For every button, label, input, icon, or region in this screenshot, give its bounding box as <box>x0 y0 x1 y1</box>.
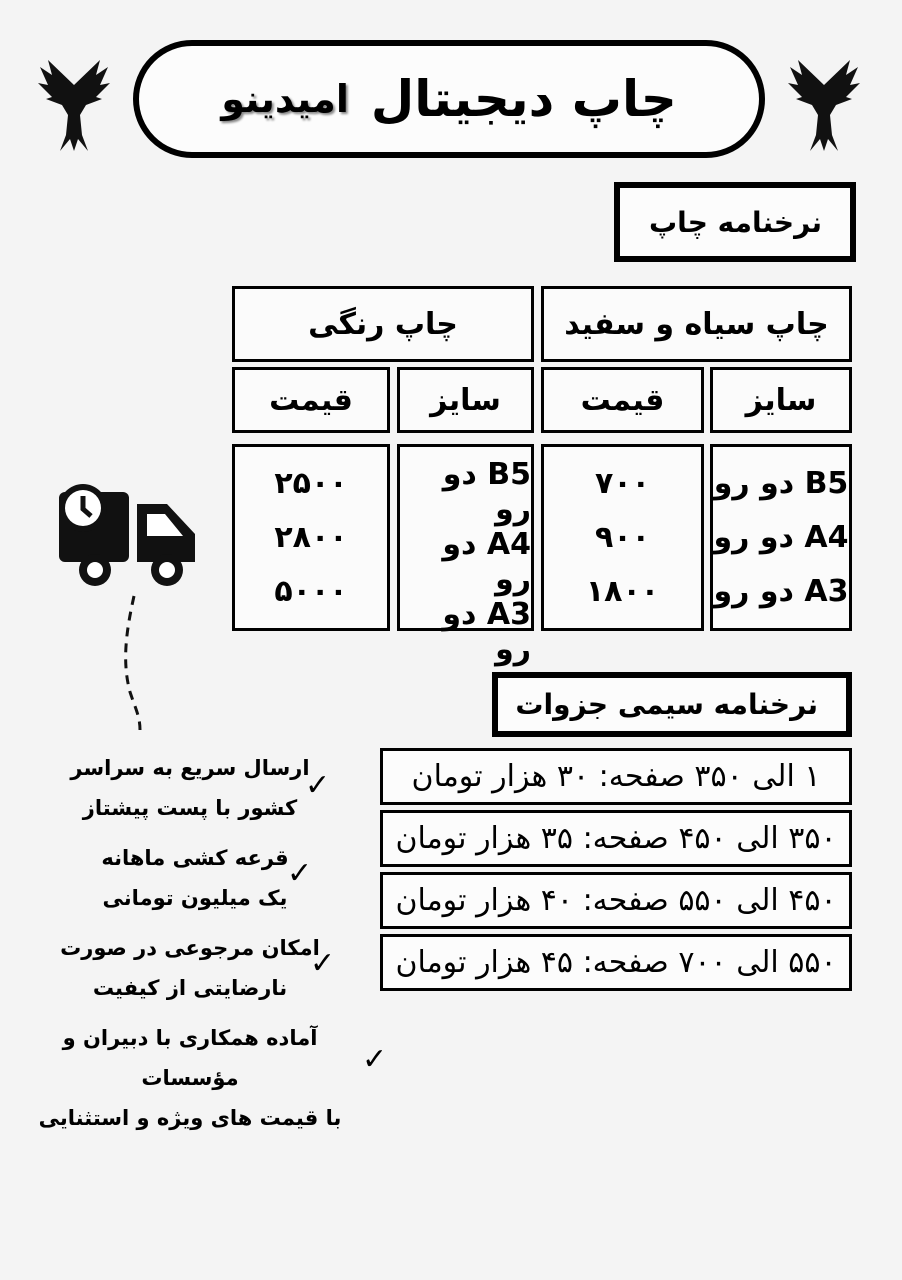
color-size-a4: A4 دو رو <box>442 527 531 597</box>
phoenix-icon-right <box>788 55 860 155</box>
bw-size-a4: A4 دو رو <box>713 519 849 555</box>
feature-line: امکان مرجوعی در صورت <box>60 936 320 960</box>
feature-line: قرعه کشی ماهانه <box>101 846 289 870</box>
title-banner <box>133 40 765 158</box>
feature-item <box>15 1018 365 1138</box>
checkmark-icon: ✓ <box>287 856 313 891</box>
print-price-heading <box>614 182 856 262</box>
brand-name: امیدینو <box>221 77 349 121</box>
bw-sizes-cell <box>710 444 852 631</box>
checkmark-icon: ✓ <box>305 768 331 803</box>
binding-price-heading <box>492 672 852 737</box>
dashed-path-line <box>118 592 148 732</box>
color-size-header: سایز <box>397 367 534 433</box>
color-sizes-cell <box>397 444 534 667</box>
checkmark-icon: ✓ <box>310 946 336 981</box>
feature-line: با قیمت های ویژه و استثنایی <box>38 1106 342 1130</box>
color-price-a3: ۵۰۰۰ <box>274 573 348 609</box>
feature-line: آماده همکاری با دبیران و مؤسسات <box>62 1026 318 1090</box>
color-size-a3: A3 دو رو <box>442 597 531 667</box>
feature-item <box>60 928 320 1008</box>
delivery-truck-clock-icon <box>55 482 200 592</box>
bw-size-a3: A3 دو رو <box>713 573 849 609</box>
bw-size-header: سایز <box>710 367 852 433</box>
color-price-header: قیمت <box>232 367 390 433</box>
color-price-a4: ۲۸۰۰ <box>274 519 348 555</box>
print-price-heading-text: نرخنامه چاپ <box>649 205 822 239</box>
color-size-b5: B5 دو رو <box>442 457 531 527</box>
feature-item <box>90 838 300 918</box>
bw-price-header: قیمت <box>541 367 704 433</box>
color-print-title: چاپ رنگی <box>232 286 534 362</box>
color-prices-cell <box>232 444 390 631</box>
binding-row: ۴۵۰ الی ۵۵۰ صفحه: ۴۰ هزار تومان <box>380 872 852 929</box>
feature-line: ارسال سریع به سراسر <box>70 756 310 780</box>
bw-price-a4: ۹۰۰ <box>595 519 650 555</box>
bw-price-a3: ۱۸۰۰ <box>585 573 660 609</box>
color-price-b5: ۲۵۰۰ <box>274 466 348 502</box>
checkmark-icon: ✓ <box>362 1042 388 1077</box>
feature-line: نارضایتی از کیفیت <box>92 976 288 1000</box>
phoenix-icon-left <box>38 55 110 155</box>
bw-prices-cell <box>541 444 704 631</box>
binding-price-heading-text: نرخنامه سیمی جزوات <box>515 688 818 721</box>
feature-item <box>70 748 310 828</box>
binding-row: ۵۵۰ الی ۷۰۰ صفحه: ۴۵ هزار تومان <box>380 934 852 991</box>
binding-row: ۳۵۰ الی ۴۵۰ صفحه: ۳۵ هزار تومان <box>380 810 852 867</box>
feature-line: یک میلیون تومانی <box>102 886 288 910</box>
binding-row: ۱ الی ۳۵۰ صفحه: ۳۰ هزار تومان <box>380 748 852 805</box>
bw-price-b5: ۷۰۰ <box>595 466 650 502</box>
bw-print-title: چاپ سیاه و سفید <box>541 286 852 362</box>
feature-line: کشور با پست پیشتاز <box>82 796 298 820</box>
bw-size-b5: B5 دو رو <box>713 466 849 502</box>
page-title: چاپ دیجیتال <box>370 70 677 128</box>
